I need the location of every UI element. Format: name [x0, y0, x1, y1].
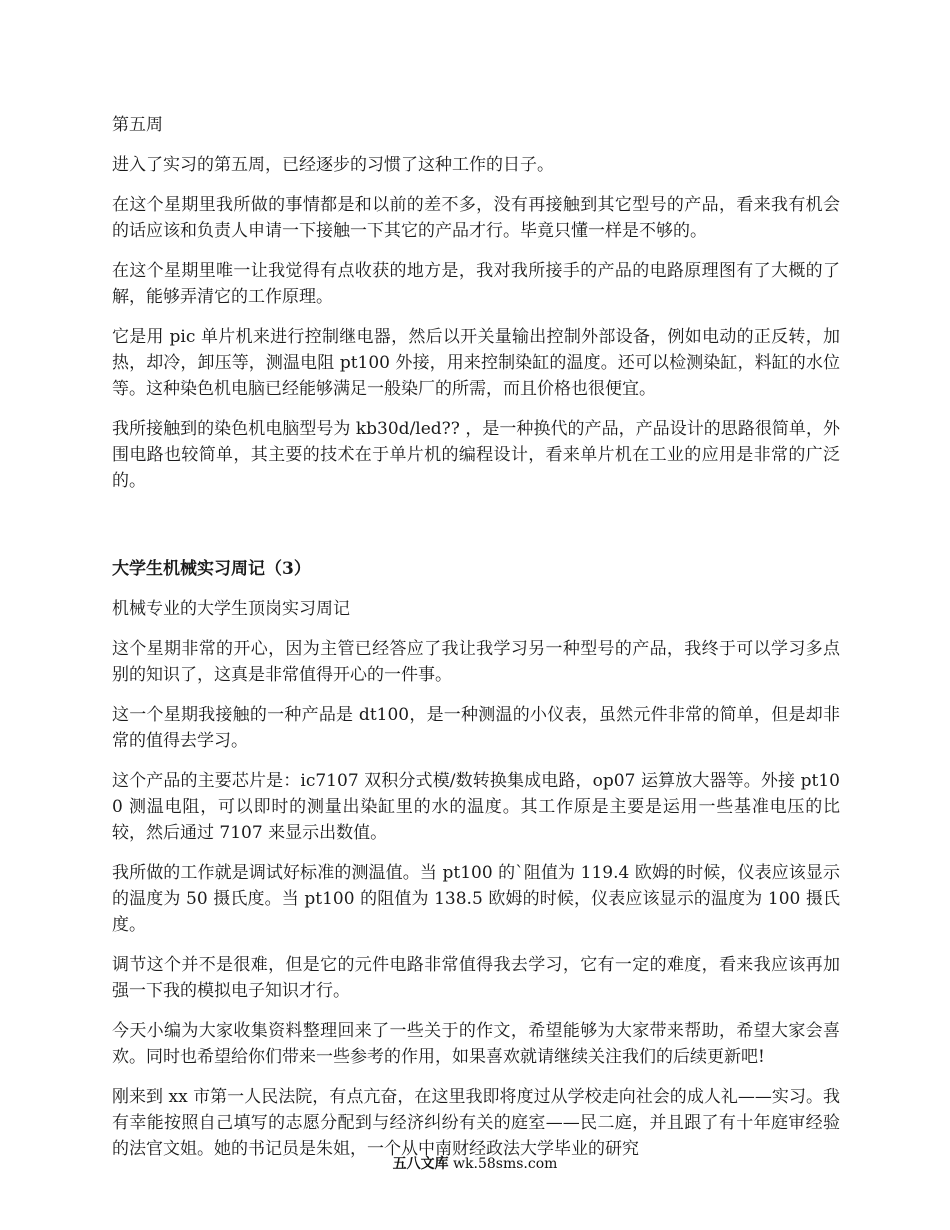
paragraph: 今天小编为大家收集资料整理回来了一些关于的作文，希望能够为大家带来帮助，希望大家会喜欢。同时也希望给你们带来一些参考的作用，如果喜欢就请继续关注我们的后续更新吧!	[112, 1021, 840, 1067]
paragraph: 在这个星期里唯一让我觉得有点收获的地方是，我对我所接手的产品的电路原理图有了大概的了解，能够弄清它的工作原理。	[112, 261, 840, 307]
paragraph: 这一个星期我接触的一种产品是 dt100，是一种测温的小仪表，虽然元件非常的简单，但是却非常的值得去学习。	[112, 705, 840, 751]
paragraph: 在这个星期里我所做的事情都是和以前的差不多，没有再接触到其它型号的产品，看来我有机会的话应该和负责人申请一下接触一下其它的产品才行。毕竟只懂一样是不够的。	[112, 195, 840, 241]
page-footer	[0, 1154, 950, 1174]
section-spacer	[112, 508, 840, 556]
paragraph: 刚来到 xx 市第一人民法院，有点亢奋，在这里我即将度过从学校走向社会的成人礼——实习。我有幸能按照自己填写的志愿分配到与经济纠纷有关的庭室——民二庭，并且跟了有十年庭审经验的法官文姐。她的书记员是朱姐，一个从中南财经政法大学毕业的研究	[112, 1087, 840, 1159]
section-subtitle: 机械专业的大学生顶岗实习周记	[112, 599, 350, 619]
footer-brand: 五八文库	[392, 1156, 449, 1172]
paragraph: 我所接触到的染色机电脑型号为 kb30d/led?? ，是一种换代的产品，产品设计的思路很简单，外围电路也较简单，其主要的技术在于单片机的编程设计，看来单片机在工业的应用是非常的广泛的。	[112, 419, 840, 491]
paragraph: 进入了实习的第五周，已经逐步的习惯了这种工作的日子。	[112, 155, 554, 175]
section-heading: 大学生机械实习周记（3）	[112, 559, 311, 579]
paragraph: 这个产品的主要芯片是：ic7107 双积分式模/数转换集成电路，op07 运算放大器等。外接 pt100 测温电阻，可以即时的测量出染缸里的水的温度。其工作原是主要是运用一些基准电压的比较，然后通过 7107 来显示出数值。	[112, 771, 840, 843]
paragraph: 调节这个并不是很难，但是它的元件电路非常值得我去学习，它有一定的难度，看来我应该再加强一下我的模拟电子知识才行。	[112, 955, 840, 1001]
paragraph: 这个星期非常的开心，因为主管已经答应了我让我学习另一种型号的产品，我终于可以学习多点别的知识了，这真是非常值得开心的一件事。	[112, 639, 840, 685]
paragraph: 我所做的工作就是调试好标准的测温值。当 pt100 的`阻值为 119.4 欧姆的时候，仪表应该显示的温度为 50 摄氏度。当 pt100 的阻值为 138.5 欧姆的时候，仪表应该显示的温度为 100 摄氏度。	[112, 863, 840, 935]
footer-url[interactable]: wk.58sms.com	[453, 1156, 558, 1172]
section-title: 第五周	[112, 115, 163, 135]
paragraph: 它是用 pic 单片机来进行控制继电器，然后以开关量输出控制外部设备，例如电动的正反转，加热，却冷，卸压等，测温电阻 pt100 外接，用来控制染缸的温度。还可以检测染缸，料缸的水位等。这种染色机电脑已经能够满足一般染厂的所需，而且价格也很便宜。	[112, 327, 840, 399]
document-body	[112, 112, 840, 1176]
